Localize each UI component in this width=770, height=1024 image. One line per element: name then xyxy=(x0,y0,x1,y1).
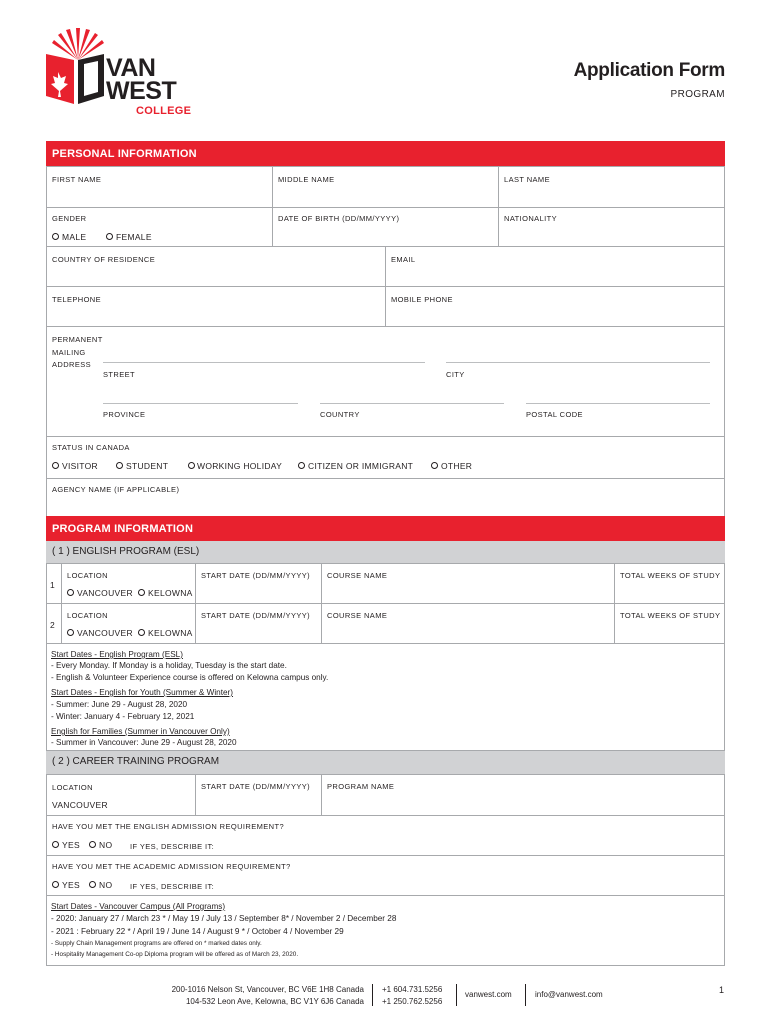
esl-note: - Summer: June 29 - August 28, 2020 xyxy=(51,700,188,709)
esl-row1-course-name-label: COURSE NAME xyxy=(327,571,388,580)
footer-email-link[interactable]: info@vanwest.com xyxy=(535,990,603,999)
status-other-label: OTHER xyxy=(441,461,473,471)
street-label: STREET xyxy=(103,370,135,379)
address-label-1: PERMANENT xyxy=(52,335,103,344)
esl-heading: ( 1 ) ENGLISH PROGRAM (ESL) xyxy=(46,541,725,563)
esl-row2-number: 2 xyxy=(50,620,56,630)
status-citizen-label: CITIZEN OR IMMIGRANT xyxy=(308,461,414,471)
city-field[interactable] xyxy=(446,362,710,363)
address-label-2: MAILING xyxy=(52,348,86,357)
country-residence-label: COUNTRY OF RESIDENCE xyxy=(52,255,156,264)
email-label: EMAIL xyxy=(391,255,416,264)
academic-requirement-label: HAVE YOU MET THE ACADEMIC ADMISSION REQUIREMENT? xyxy=(52,862,291,871)
career-heading: ( 2 ) CAREER TRAINING PROGRAM xyxy=(46,751,725,774)
english-req-describe-label: IF YES, DESCRIBE IT: xyxy=(130,842,215,851)
english-requirement-label: HAVE YOU MET THE ENGLISH ADMISSION REQUIREMENT? xyxy=(52,822,285,831)
male-radio[interactable] xyxy=(52,233,59,240)
footer-website-link[interactable]: vanwest.com xyxy=(465,990,512,999)
esl-row2-location-label: LOCATION xyxy=(67,611,108,620)
status-citizen-radio[interactable] xyxy=(298,462,305,469)
esl-row1-vancouver-radio[interactable] xyxy=(67,589,74,596)
english-req-no-radio[interactable] xyxy=(89,841,96,848)
english-req-yes-radio[interactable] xyxy=(52,841,59,848)
footer-phone-vancouver: +1 604.731.5256 xyxy=(382,985,443,994)
esl-note: - Winter: January 4 - February 12, 2021 xyxy=(51,712,195,721)
country-label: COUNTRY xyxy=(320,410,360,419)
career-note: - 2020: January 27 / March 23 * / May 19 / July 13 / September 8* / November 2 / December 28 xyxy=(51,914,397,923)
middle-name-label: MIDDLE NAME xyxy=(278,175,335,184)
esl-row1-location-label: LOCATION xyxy=(67,571,108,580)
status-working-holiday-label: WORKING HOLIDAY xyxy=(197,461,283,471)
career-note: - Hospitality Management Co-op Diploma program will be offered as of March 23, 2020. xyxy=(51,951,299,958)
status-label: STATUS IN CANADA xyxy=(52,443,130,452)
status-working-holiday-radio[interactable] xyxy=(188,462,195,469)
telephone-label: TELEPHONE xyxy=(52,295,102,304)
esl-row2-start-date-label: START DATE (DD/MM/YYYY) xyxy=(201,611,311,620)
street-field[interactable] xyxy=(103,362,425,363)
esl-row1-total-weeks-label: TOTAL WEEKS OF STUDY xyxy=(620,571,721,580)
postal-field[interactable] xyxy=(526,403,710,404)
esl-note: - English & Volunteer Experience course is offered on Kelowna campus only. xyxy=(51,673,329,682)
esl-row1-kelowna-radio[interactable] xyxy=(138,589,145,596)
country-field[interactable] xyxy=(320,403,504,404)
academic-req-no-radio[interactable] xyxy=(89,881,96,888)
academic-req-yes-label: YES xyxy=(62,880,80,890)
footer-address-vancouver: 200-1016 Nelson St, Vancouver, BC V6E 1H8 Canada xyxy=(171,985,364,994)
academic-req-yes-radio[interactable] xyxy=(52,881,59,888)
esl-row1-kelowna-label: KELOWNA xyxy=(148,588,193,598)
status-visitor-radio[interactable] xyxy=(52,462,59,469)
page-number: 1 xyxy=(719,985,725,995)
career-start-date-label: START DATE (DD/MM/YYYY) xyxy=(201,782,311,791)
esl-row1-start-date-label: START DATE (DD/MM/YYYY) xyxy=(201,571,311,580)
province-label: PROVINCE xyxy=(103,410,146,419)
esl-row2-course-name-label: COURSE NAME xyxy=(327,611,388,620)
gender-label: GENDER xyxy=(52,214,87,223)
career-program-name-label: PROGRAM NAME xyxy=(327,782,395,791)
logo-college: COLLEGE xyxy=(136,105,192,117)
college-logo xyxy=(40,26,210,122)
esl-note: English for Families (Summer in Vancouver Only) xyxy=(51,727,230,736)
esl-row1-number: 1 xyxy=(50,580,56,590)
academic-req-no-label: NO xyxy=(99,880,113,890)
female-label: FEMALE xyxy=(116,232,152,242)
first-name-label: FIRST NAME xyxy=(52,175,102,184)
status-visitor-label: VISITOR xyxy=(62,461,98,471)
esl-row2-total-weeks-label: TOTAL WEEKS OF STUDY xyxy=(620,611,721,620)
career-location-label: LOCATION xyxy=(52,783,93,792)
academic-req-describe-label: IF YES, DESCRIBE IT: xyxy=(130,882,215,891)
career-location-value: VANCOUVER xyxy=(52,800,108,810)
footer-phone-kelowna: +1 250.762.5256 xyxy=(382,997,443,1006)
esl-note: - Summer in Vancouver: June 29 - August 28, 2020 xyxy=(51,738,237,747)
logo-book-icon xyxy=(44,50,106,106)
esl-row1-vancouver-label: VANCOUVER xyxy=(77,588,133,598)
esl-note: Start Dates - English for Youth (Summer & Winter) xyxy=(51,688,234,697)
page-subtitle: PROGRAM xyxy=(670,89,725,100)
esl-row2-kelowna-label: KELOWNA xyxy=(148,628,193,638)
career-note: - Supply Chain Management programs are offered on * marked dates only. xyxy=(51,940,262,947)
mobile-label: MOBILE PHONE xyxy=(391,295,453,304)
career-note: Start Dates - Vancouver Campus (All Programs) xyxy=(51,902,226,911)
esl-row2-vancouver-label: VANCOUVER xyxy=(77,628,133,638)
personal-info-heading: PERSONAL INFORMATION xyxy=(46,141,725,166)
male-label: MALE xyxy=(62,232,87,242)
logo-west: WEST xyxy=(106,77,177,105)
female-radio[interactable] xyxy=(106,233,113,240)
esl-row2-kelowna-radio[interactable] xyxy=(138,629,145,636)
address-label-3: ADDRESS xyxy=(52,360,92,369)
footer-address-kelowna: 104-532 Leon Ave, Kelowna, BC V1Y 6J6 Canada xyxy=(185,997,364,1006)
status-student-label: STUDENT xyxy=(126,461,169,471)
logo-van: VAN xyxy=(106,54,156,82)
province-field[interactable] xyxy=(103,403,298,404)
status-student-radio[interactable] xyxy=(116,462,123,469)
esl-note: - Every Monday. If Monday is a holiday, Tuesday is the start date. xyxy=(51,661,287,670)
last-name-label: LAST NAME xyxy=(504,175,550,184)
esl-row2-vancouver-radio[interactable] xyxy=(67,629,74,636)
career-note: - 2021 : February 22 * / April 19 / June 14 / August 9 * / October 4 / November 29 xyxy=(51,927,344,936)
page-title: Application Form xyxy=(573,60,725,81)
agency-label: AGENCY NAME (IF APPLICABLE) xyxy=(52,485,180,494)
dob-label: DATE OF BIRTH (DD/MM/YYYY) xyxy=(278,214,400,223)
english-req-no-label: NO xyxy=(99,840,113,850)
footer-divider xyxy=(456,984,457,1006)
status-other-radio[interactable] xyxy=(431,462,438,469)
program-info-heading: PROGRAM INFORMATION xyxy=(46,516,725,541)
nationality-label: NATIONALITY xyxy=(504,214,558,223)
footer-divider xyxy=(525,984,526,1006)
footer-divider xyxy=(372,984,373,1006)
english-req-yes-label: YES xyxy=(62,840,80,850)
city-label: CITY xyxy=(446,370,465,379)
esl-note: Start Dates - English Program (ESL) xyxy=(51,650,183,659)
postal-label: POSTAL CODE xyxy=(526,410,583,419)
